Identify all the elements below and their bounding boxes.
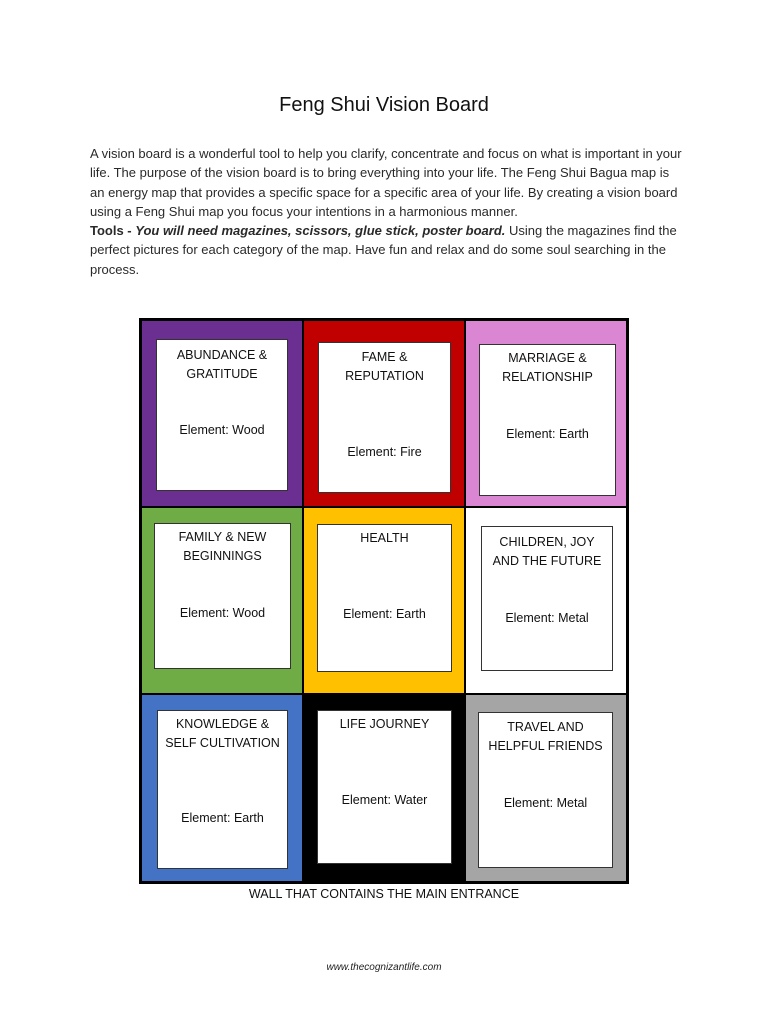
bagua-area-label: HEALTH — [360, 531, 409, 545]
tools-lead: Tools - — [90, 223, 136, 239]
bagua-card — [154, 523, 291, 669]
bagua-cell-knowledge — [141, 694, 303, 882]
bagua-cell-health — [303, 507, 465, 694]
page-title: Feng Shui Vision Board — [279, 94, 489, 116]
bagua-element-label: Element: Earth — [181, 811, 264, 825]
tools-instructions: Using the magazines find the perfect pictures for each category of the map. Have fun and relax and do some soul searching in the process. — [90, 223, 677, 277]
bagua-element-label: Element: Metal — [503, 796, 588, 810]
bagua-card — [157, 710, 288, 869]
bagua-cell-family — [141, 507, 303, 694]
bagua-cell-fame — [303, 320, 465, 507]
bagua-element-label: Element: Water — [341, 793, 428, 807]
bagua-cell-marriage — [465, 320, 627, 507]
bagua-element-label: Element: Earth — [506, 427, 589, 441]
bagua-card — [478, 712, 613, 868]
bagua-area-label: LIFE JOURNEY — [339, 717, 430, 731]
bagua-element-label: Element: Earth — [343, 607, 426, 621]
bagua-card — [481, 526, 613, 671]
bagua-card — [317, 710, 452, 864]
bagua-element-label: Element: Wood — [179, 606, 266, 620]
bagua-card — [156, 339, 288, 491]
tools-list: You will need magazines, scissors, glue stick, poster board. — [135, 223, 506, 239]
bagua-card — [317, 524, 452, 672]
tools-paragraph — [90, 221, 682, 279]
bagua-cell-travel — [465, 694, 627, 882]
bagua-cell-life-journey — [303, 694, 465, 882]
bagua-cell-children — [465, 507, 627, 694]
bagua-area-label: CHILDREN, JOY AND THE FUTURE — [492, 535, 602, 568]
bagua-area-label: MARRIAGE & RELATIONSHIP — [502, 351, 593, 384]
bagua-card — [479, 344, 616, 496]
intro-paragraph: A vision board is a wonderful tool to help you clarify, concentrate and focus on what is important in your life. The purpose of the vision board is to bring everything into your life. The Feng Shui Bagua map is an energy map that provides a specific space for a specific area of your life. By creating a vision board using a Feng Shui map you focus your intentions in a harmonious manner. — [90, 146, 682, 219]
bagua-area-label: FAMILY & NEW BEGINNINGS — [178, 530, 267, 563]
bagua-card — [318, 342, 451, 493]
entrance-caption: WALL THAT CONTAINS THE MAIN ENTRANCE — [248, 887, 520, 901]
bagua-area-label: KNOWLEDGE & SELF CULTIVATION — [165, 717, 280, 750]
bagua-area-label: ABUNDANCE & GRATITUDE — [176, 348, 268, 381]
bagua-cell-abundance — [141, 320, 303, 507]
intro-text — [90, 144, 682, 279]
bagua-element-label: Element: Wood — [179, 423, 265, 437]
bagua-map — [139, 318, 629, 884]
bagua-area-label: FAME & REPUTATION — [345, 350, 424, 383]
footer-url[interactable]: www.thecognizantlife.com — [326, 962, 442, 973]
bagua-element-label: Element: Metal — [505, 611, 589, 625]
bagua-element-label: Element: Fire — [347, 445, 422, 459]
bagua-area-label: TRAVEL AND HELPFUL FRIENDS — [488, 720, 603, 753]
